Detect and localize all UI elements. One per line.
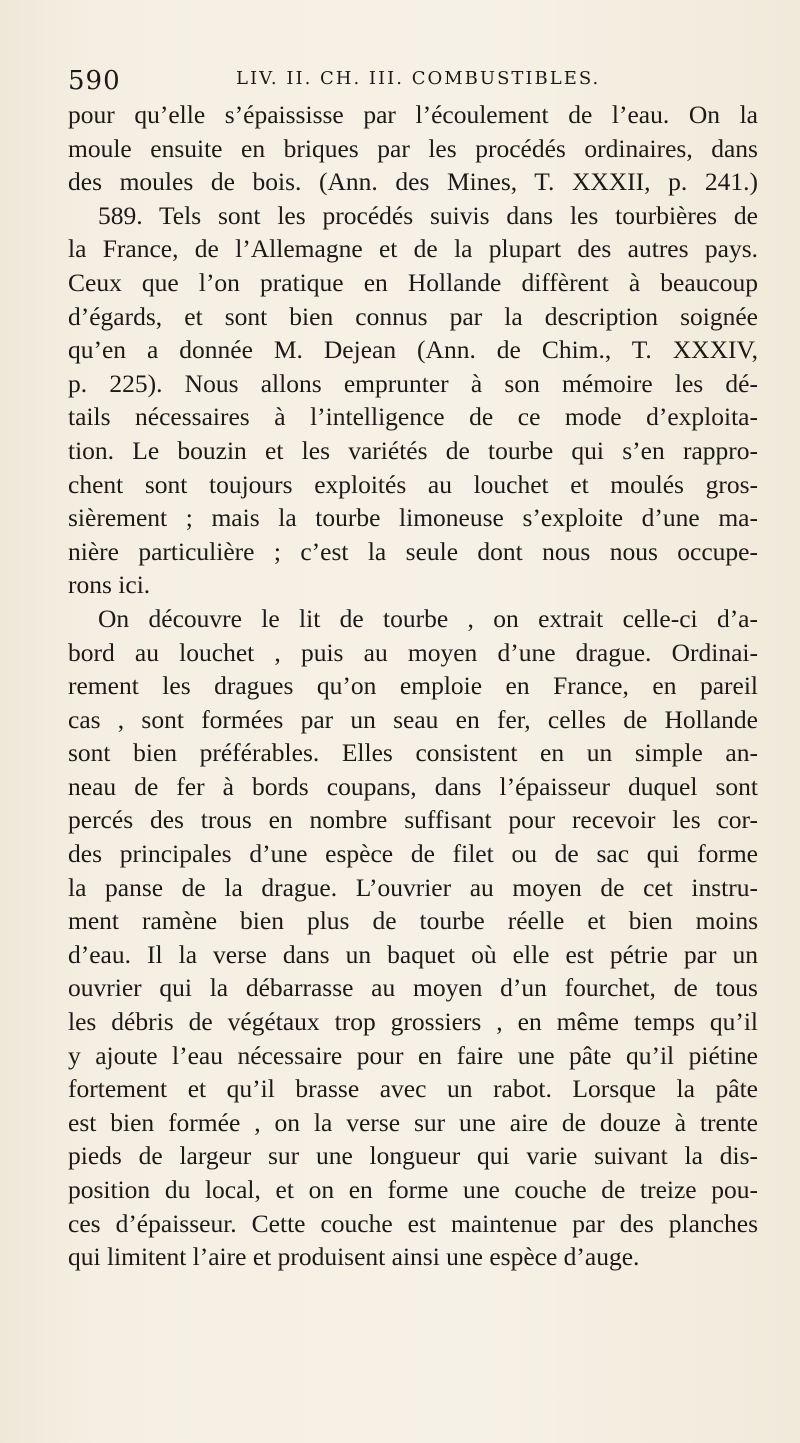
text-line: tails nécessaires à l’intelligence de ce mode d’exploita- (68, 402, 758, 432)
text-line: percés des trous en nombre suffisant pour recevoir les cor- (68, 805, 758, 835)
text-line: sont bien préférables. Elles consistent en un simple an- (68, 738, 758, 768)
text-line: des principales d’une espèce de filet ou de sac qui forme (68, 839, 758, 869)
text-line: des moules de bois. (Ann. des Mines, T. XXXII, p. 241.) (68, 167, 758, 197)
text-line: nière particulière ; c’est la seule dont nous nous occupe- (68, 536, 758, 566)
text-line: cas , sont formées par un seau en fer, celles de Hollande (68, 704, 758, 734)
text-line: neau de fer à bords coupans, dans l’épaisseur duquel sont (68, 771, 758, 801)
text-line: fortement et qu’il brasse avec un rabot. Lorsque la pâte (68, 1074, 758, 1104)
text-line: pieds de largeur sur une longueur qui varie suivant la dis- (68, 1141, 758, 1171)
text-line: moule ensuite en briques par les procédés ordinaires, dans (68, 133, 758, 163)
text-line: ment ramène bien plus de tourbe réelle et bien moins (68, 906, 758, 936)
running-head: LIV. II. CH. III. COMBUSTIBLES. (236, 68, 601, 89)
text-line: p. 225). Nous allons emprunter à son mémoire les dé- (68, 368, 758, 398)
page-header (68, 66, 748, 96)
text-line: sièrement ; mais la tourbe limoneuse s’exploite d’une ma- (68, 503, 758, 533)
text-line: rement les dragues qu’on emploie en France, en pareil (68, 671, 758, 701)
body-text (68, 98, 758, 1274)
text-line: la panse de la drague. L’ouvrier au moyen de cet instru- (68, 872, 758, 902)
text-line: ouvrier qui la débarrasse au moyen d’un fourchet, de tous (68, 973, 758, 1003)
paragraph-start-line: 589. Tels sont les procédés suivis dans les tourbières de (98, 200, 758, 230)
text-line: ces d’épaisseur. Cette couche est maintenue par des planches (68, 1208, 758, 1238)
text-line: y ajoute l’eau nécessaire pour en faire une pâte qu’il piétine (68, 1040, 758, 1070)
text-line: d’eau. Il la verse dans un baquet où elle est pétrie par un (68, 939, 758, 969)
text-line: les débris de végétaux trop grossiers , en même temps qu’il (68, 1007, 758, 1037)
text-line: est bien formée , on la verse sur une aire de douze à trente (68, 1107, 758, 1137)
paragraph-start-line: On découvre le lit de tourbe , on extrait celle-ci d’a- (98, 603, 758, 633)
text-line: pour qu’elle s’épaississe par l’écoulement de l’eau. On la (68, 100, 758, 129)
text-line: position du local, et on en forme une couche de treize pou- (68, 1175, 758, 1204)
text-line: d’égards, et sont bien connus par la description soignée (68, 301, 758, 331)
text-line: Ceux que l’on pratique en Hollande diffèrent à beaucoup (68, 267, 758, 297)
text-line: qu’en a donnée M. Dejean (Ann. de Chim., T. XXXIV, (68, 335, 758, 365)
page-number: 590 (68, 66, 121, 96)
text-line: la France, de l’Allemagne et de la plupart des autres pays. (68, 234, 758, 264)
text-line: tion. Le bouzin et les variétés de tourbe qui s’en rappro- (68, 435, 758, 465)
text-line: qui limitent l’aire et produisent ainsi une espèce d’auge. (68, 1242, 640, 1272)
text-line: chent sont toujours exploités au louchet et moulés gros- (68, 469, 758, 499)
text-line: rons ici. (68, 570, 151, 600)
text-line: bord au louchet , puis au moyen d’une drague. Ordinai- (68, 637, 758, 667)
